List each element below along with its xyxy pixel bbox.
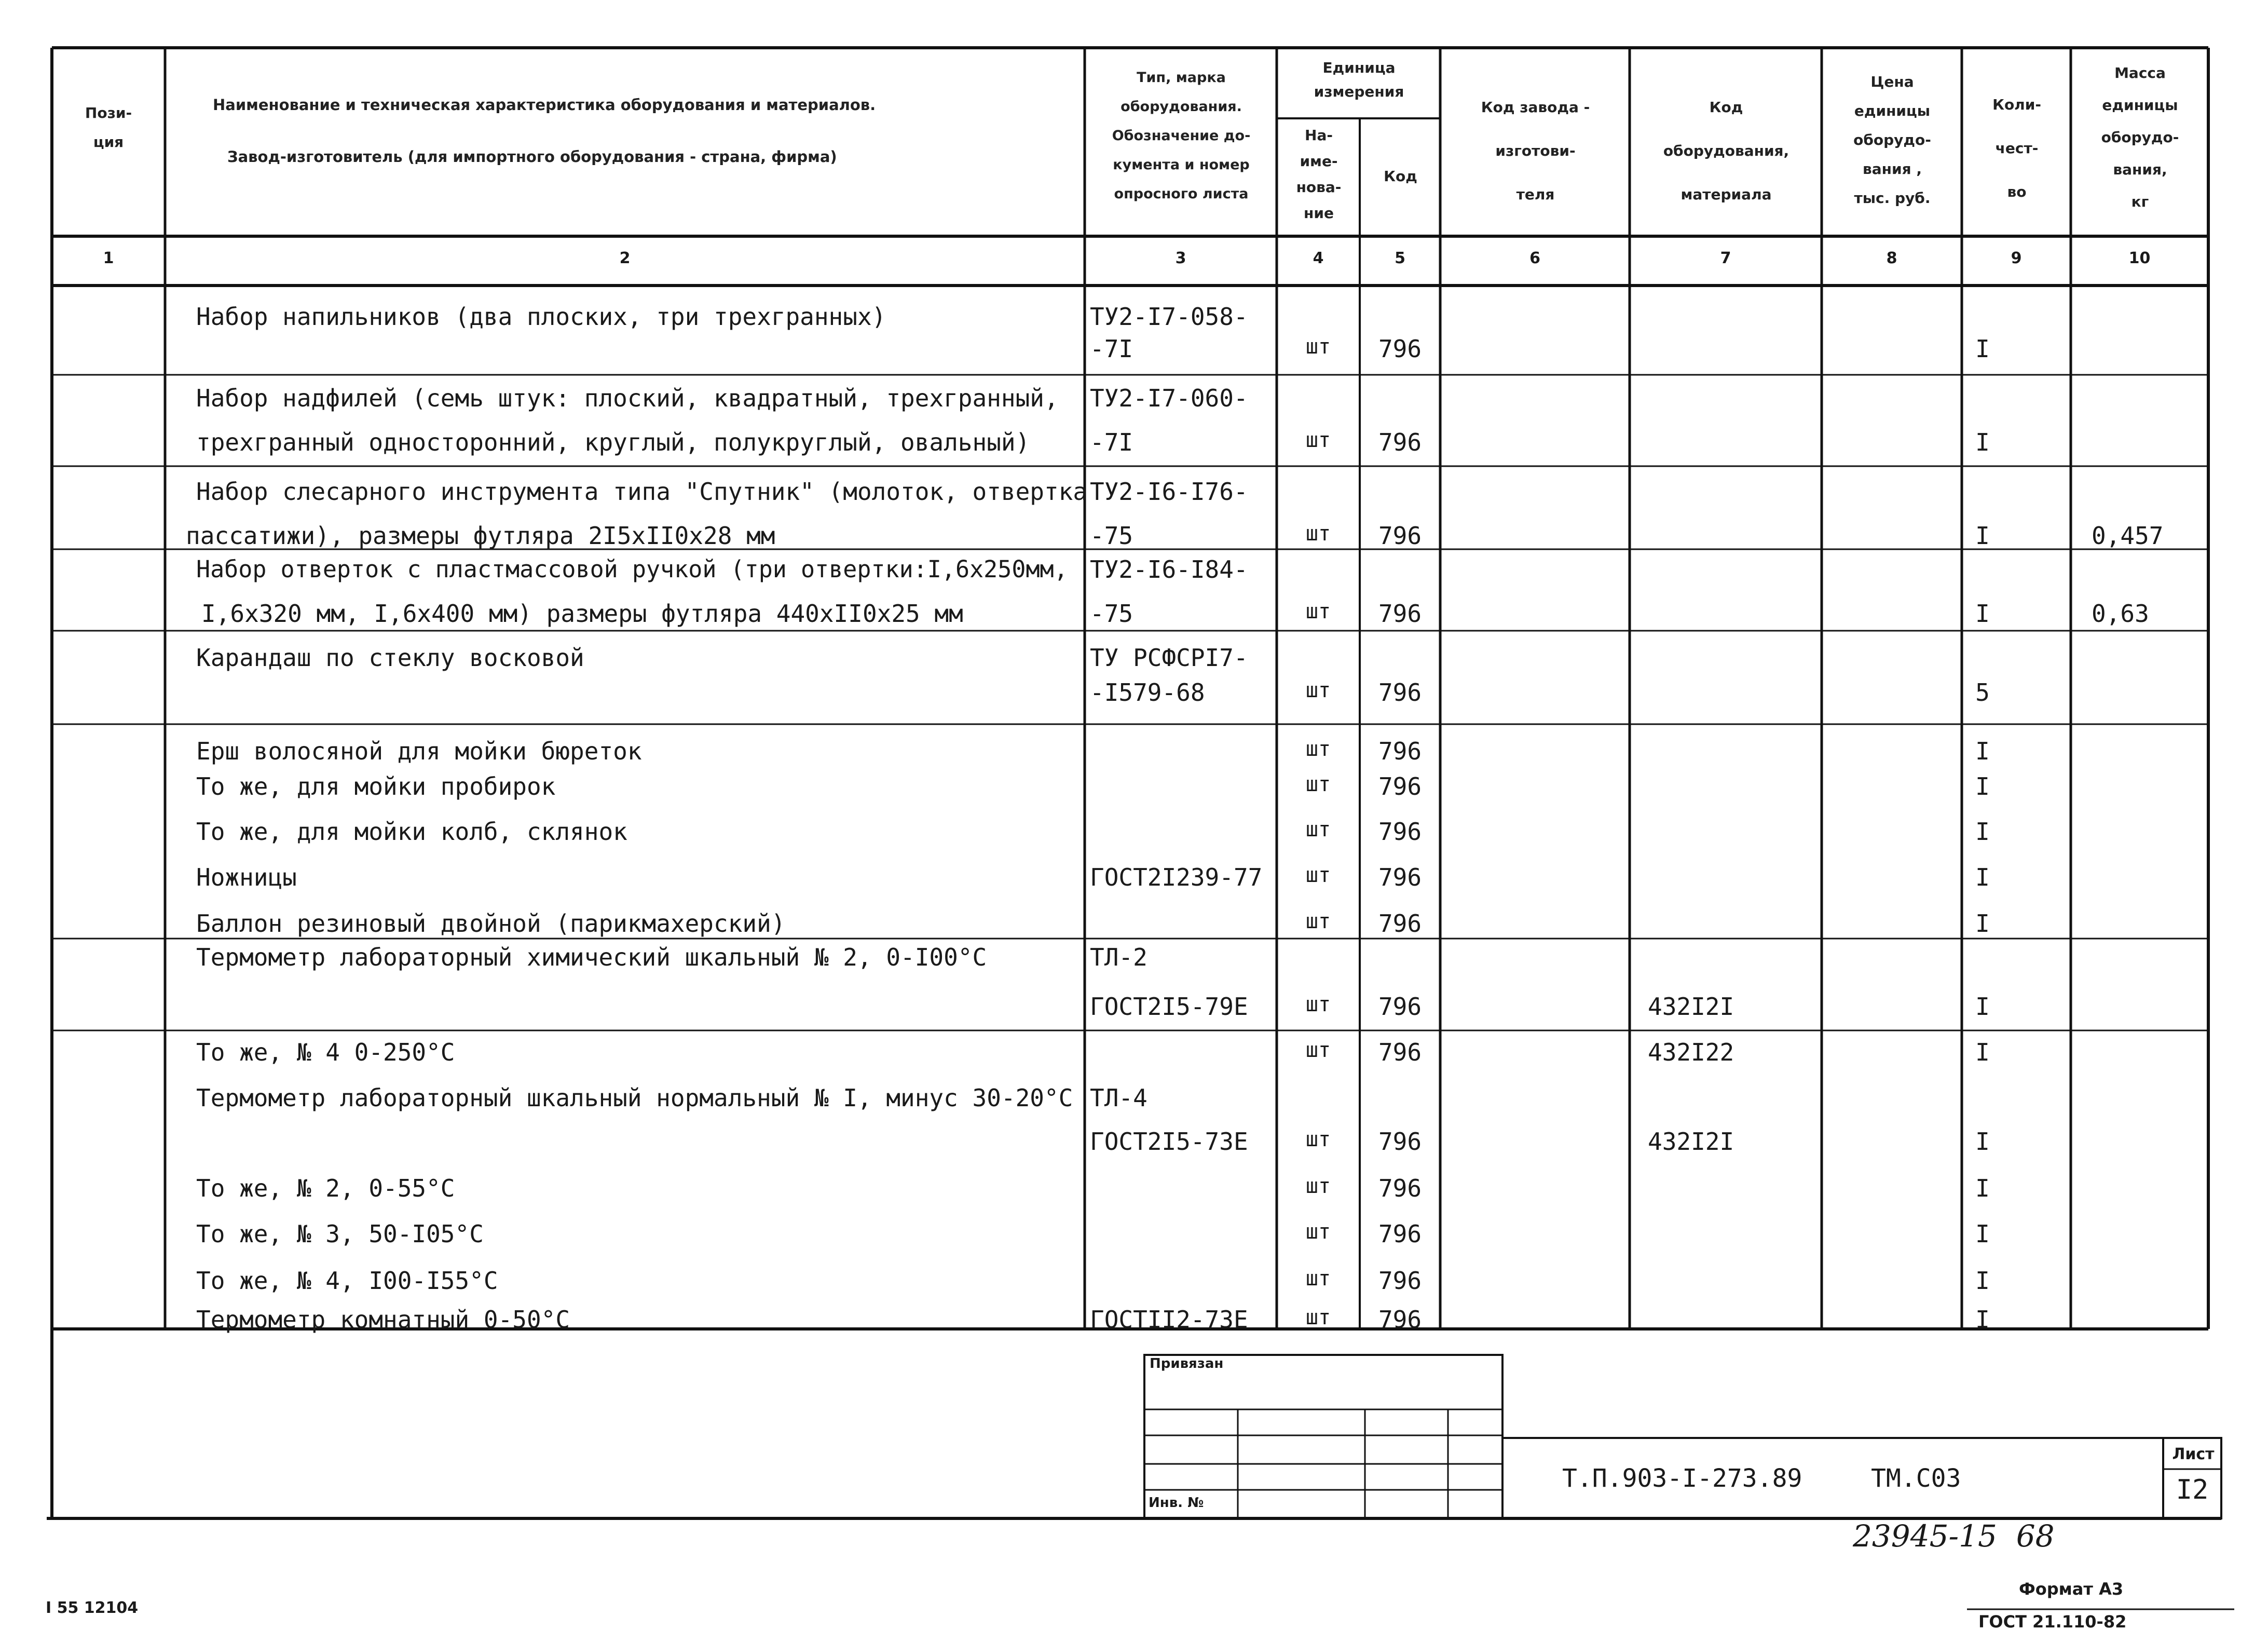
row-6-mass: 0,457 (2092, 522, 2164, 550)
document-mark: ТМ.С03 (1871, 1464, 1961, 1493)
row-18-qty: I (1975, 1038, 1990, 1066)
row-14-qty: I (1975, 863, 1990, 891)
row-15-code: 796 (1378, 909, 1422, 938)
row-2-unit: шт (1305, 335, 1331, 359)
row-4-unit: шт (1305, 428, 1331, 452)
row-4-qty: I (1975, 428, 1990, 456)
row-10-type: -I579-68 (1090, 678, 1205, 707)
row-17-unit: шт (1305, 993, 1331, 1016)
header-name-line1: Наименование и техническая характеристика оборудования и материалов. (213, 96, 876, 114)
row-10-qty: 5 (1975, 678, 1990, 707)
col-number: 4 (1313, 249, 1324, 267)
row-7-name: Набор отверток с пластмассовой ручкой (три отвертки:I,6x250мм, (196, 555, 1068, 583)
row-18-code: 796 (1378, 1038, 1422, 1066)
row-15-unit: шт (1305, 909, 1331, 933)
header-unit-name: На- име- нова- ние (1296, 127, 1342, 222)
row-3-name: Набор надфилей (семь штук: плоский, квадратный, трехгранный, (196, 384, 1059, 412)
row-8-type: -75 (1090, 600, 1133, 628)
row-1-name: Набор напильников (два плоских, три трехгранных) (196, 303, 886, 331)
header-unit: Единица измерения (1314, 59, 1404, 100)
row-6-code: 796 (1378, 522, 1422, 550)
row-8-mass: 0,63 (2092, 600, 2149, 628)
row-3-type: ТУ2-I7-060- (1090, 384, 1248, 412)
row-23-qty: I (1975, 1267, 1990, 1295)
row-4-name: трехгранный односторонний, круглый, полукруглый, овальный) (196, 428, 1030, 456)
row-23-unit: шт (1305, 1267, 1331, 1291)
col-number: 6 (1529, 249, 1540, 267)
row-17-equip: 432I2I (1648, 993, 1734, 1021)
row-9-name: Карандаш по стеклу восковой (196, 644, 584, 672)
row-24-unit: шт (1305, 1306, 1331, 1329)
header-price: Цена единицы оборудо- вания , тыс. руб. (1853, 73, 1931, 207)
row-6-qty: I (1975, 522, 1990, 550)
row-23-code: 796 (1378, 1267, 1422, 1295)
row-20-qty: I (1975, 1128, 1990, 1156)
header-position: Пози- ция (85, 104, 132, 151)
footer-left-code: I 55 12104 (46, 1599, 139, 1617)
col-number: 3 (1175, 249, 1186, 267)
row-11-name: Ерш волосяной для мойки бюреток (196, 737, 642, 765)
row-12-qty: I (1975, 772, 1990, 800)
col-number: 8 (1886, 249, 1897, 267)
row-4-type: -7I (1090, 428, 1133, 456)
row-15-name: Баллон резиновый двойной (парикмахерский) (196, 909, 786, 938)
row-13-name: То же, для мойки колб, склянок (196, 818, 627, 846)
row-20-unit: шт (1305, 1128, 1331, 1151)
header-equipment-code: Код оборудования, материала (1663, 99, 1789, 203)
row-13-qty: I (1975, 818, 1990, 846)
row-22-name: То же, № 3, 50-I05°С (196, 1220, 484, 1248)
col-number: 2 (619, 249, 631, 267)
row-2-code: 796 (1378, 335, 1422, 363)
row-9-type: ТУ РСФСРI7- (1090, 644, 1248, 672)
col-number: 7 (1720, 249, 1731, 267)
stamp-privyazan-label: Привязан (1150, 1356, 1224, 1372)
row-24-name: Термометр комнатный 0-50°С (196, 1306, 570, 1334)
stamp-inventory-label: Инв. № (1149, 1495, 1204, 1511)
row-10-code: 796 (1378, 678, 1422, 707)
row-22-unit: шт (1305, 1220, 1331, 1244)
row-13-code: 796 (1378, 818, 1422, 846)
handwritten-number: 23945-15 68 (1853, 1518, 2055, 1554)
header-type: Тип, марка оборудования. Обозначение до- кумента и номер опросного листа (1112, 70, 1251, 202)
row-20-equip: 432I2I (1648, 1128, 1734, 1156)
row-14-type: ГОСТ2I239-77 (1090, 863, 1263, 891)
row-24-qty: I (1975, 1306, 1990, 1334)
row-18-name: То же, № 4 0-250°С (196, 1038, 455, 1066)
col-number: 1 (103, 249, 114, 267)
row-10-unit: шт (1305, 678, 1331, 702)
row-1-type: ТУ2-I7-058- (1090, 303, 1248, 331)
row-13-unit: шт (1305, 818, 1331, 841)
row-2-qty: I (1975, 335, 1990, 363)
footer-format: Формат А3 (2019, 1579, 2124, 1599)
footer-gost: ГОСТ 21.110-82 (1978, 1612, 2127, 1632)
row-14-unit: шт (1305, 863, 1331, 887)
row-8-unit: шт (1305, 600, 1331, 623)
header-plant-code: Код завода - изготови- теля (1481, 99, 1590, 203)
row-5-name: Набор слесарного инструмента типа "Спутник" (молоток, отвертка (196, 478, 1088, 506)
row-14-name: Ножницы (196, 863, 297, 891)
row-20-code: 796 (1378, 1128, 1422, 1156)
row-16-name: Термометр лабораторный химический шкальный № 2, 0-I00°С (196, 943, 987, 971)
sheet-label: Лист (2172, 1445, 2215, 1463)
row-19-type: ТЛ-4 (1090, 1084, 1147, 1112)
row-16-type: ТЛ-2 (1090, 943, 1147, 971)
row-19-name: Термометр лабораторный шкальный нормальный № I, минус 30-20°С (196, 1084, 1073, 1112)
header-mass: Масса единицы оборудо- вания, кг (2101, 64, 2179, 210)
row-5-type: ТУ2-I6-I76- (1090, 478, 1248, 506)
row-12-code: 796 (1378, 772, 1422, 800)
document-code: Т.П.903-I-273.89 (1562, 1464, 1802, 1493)
sheet-number: I2 (2176, 1474, 2209, 1505)
row-22-qty: I (1975, 1220, 1990, 1248)
row-24-code: 796 (1378, 1306, 1422, 1334)
row-6-name: пассатижи), размеры футляра 2I5xII0x28 мм (186, 522, 775, 550)
header-name-line2: Завод-изготовитель (для импортного оборудования - страна, фирма) (227, 148, 837, 166)
row-8-qty: I (1975, 600, 1990, 628)
row-12-unit: шт (1305, 772, 1331, 796)
row-2-type: -7I (1090, 335, 1133, 363)
row-17-type: ГОСТ2I5-79Е (1090, 993, 1248, 1021)
row-6-type: -75 (1090, 522, 1133, 550)
row-20-type: ГОСТ2I5-73Е (1090, 1128, 1248, 1156)
row-8-code: 796 (1378, 600, 1422, 628)
row-17-code: 796 (1378, 993, 1422, 1021)
row-11-unit: шт (1305, 737, 1331, 761)
row-7-type: ТУ2-I6-I84- (1090, 555, 1248, 583)
row-6-unit: шт (1305, 522, 1331, 546)
row-21-qty: I (1975, 1174, 1990, 1202)
row-4-code: 796 (1378, 428, 1422, 456)
row-21-code: 796 (1378, 1174, 1422, 1202)
col-number: 5 (1395, 249, 1405, 267)
col-number: 10 (2128, 249, 2151, 267)
header-quantity: Коли- чест- во (1992, 96, 2041, 200)
col-number: 9 (2011, 249, 2022, 267)
row-11-code: 796 (1378, 737, 1422, 765)
row-21-unit: шт (1305, 1174, 1331, 1198)
row-15-qty: I (1975, 909, 1990, 938)
row-14-code: 796 (1378, 863, 1422, 891)
row-23-name: То же, № 4, I00-I55°С (196, 1267, 498, 1295)
row-21-name: То же, № 2, 0-55°С (196, 1174, 455, 1202)
row-8-name: I,6x320 мм, I,6x400 мм) размеры футляра 440xII0x25 мм (201, 600, 963, 628)
row-22-code: 796 (1378, 1220, 1422, 1248)
row-12-name: То же, для мойки пробирок (196, 772, 556, 800)
row-18-equip: 432I22 (1648, 1038, 1734, 1066)
row-17-qty: I (1975, 993, 1990, 1021)
row-11-qty: I (1975, 737, 1990, 765)
header-unit-code: Код (1384, 168, 1417, 185)
row-24-type: ГОСТII2-73Е (1090, 1306, 1248, 1334)
row-18-unit: шт (1305, 1038, 1331, 1062)
